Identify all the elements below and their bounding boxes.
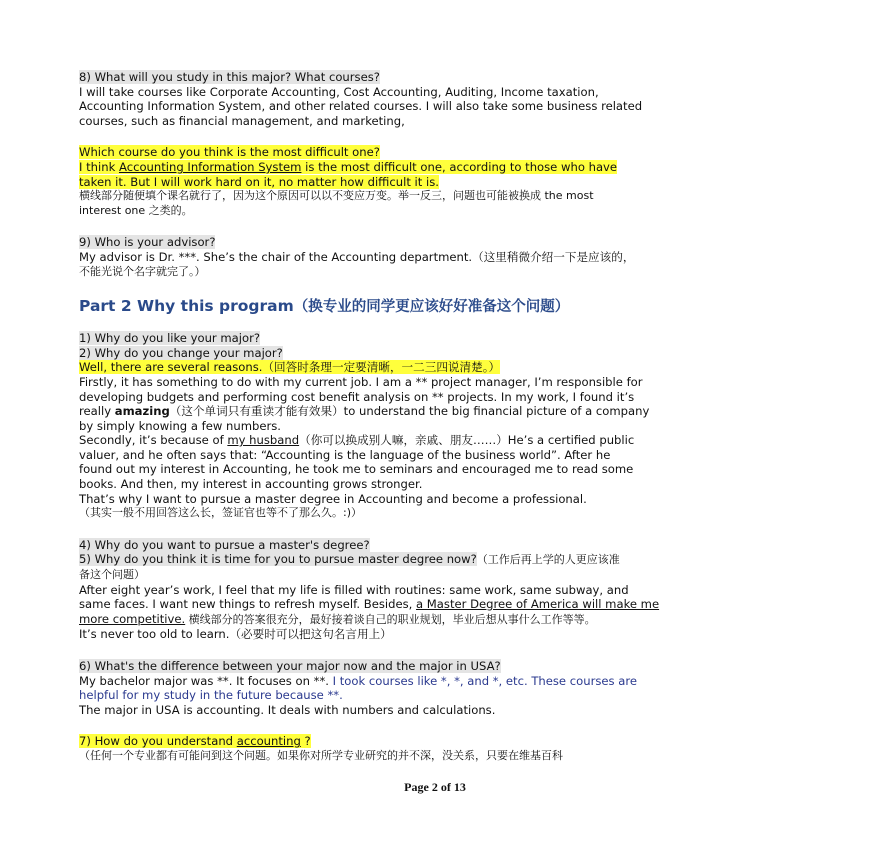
answer-blue-text: helpful for my study in the future because **. — [79, 688, 343, 703]
answer-underlined: more competitive. — [79, 611, 186, 626]
note-text: （工作后再上学的人更应该准 — [476, 553, 620, 567]
answer-line: After eight year’s work, I feel that my life is filled with routines: same work, same subway, and — [79, 582, 629, 597]
part-2-heading — [79, 296, 794, 317]
answer-line: found out my interest in Accounting, he took me to seminars and encouraged me to read some — [79, 462, 634, 477]
answer-line: developing budgets and performing cost benefit analysis on ** projects. In my work, I found it’s — [79, 389, 635, 404]
question-2: 2) Why do you change your major? — [79, 345, 283, 360]
question-9: 9) Who is your advisor? — [79, 235, 216, 250]
answer-line: valuer, and he often says that: “Accounting is the language of the business world”. After he — [79, 447, 611, 462]
section-q7 — [79, 734, 794, 763]
question-7-end: ? — [300, 734, 311, 749]
note-line: （任何一个专业都有可能问到这个问题。如果你对所学专业研究的并不深，没关系，只要在维基百科 — [79, 748, 563, 762]
answer-line: Accounting Information System, and other related courses. I will also take some business related — [79, 99, 643, 114]
husband-underlined: my husband — [227, 433, 300, 448]
answer-intro: Well, there are several reasons.（回答时条理一定要清晰，一二三四说清楚。） — [79, 360, 501, 375]
answer-line: I will take courses like Corporate Accounting, Cost Accounting, Auditing, Income taxation, — [79, 84, 599, 99]
section-q4-q5 — [79, 538, 794, 642]
note-line: （其实一般不用回答这么长，签证官也等不了那么久。:)） — [79, 506, 362, 520]
answer-line: Firstly, it has something to do with my current job. I am a ** project manager, I’m responsible for — [79, 374, 643, 389]
section-q6 — [79, 659, 794, 717]
section-difficult-course — [79, 145, 794, 218]
answer-text: （你可以换成别人嘛，亲戚、朋友……）He’s a certified public — [299, 433, 635, 448]
answer-text: same faces. I want new things to refresh myself. Besides, — [79, 597, 417, 612]
answer-text: Secondly, it’s because of — [79, 433, 228, 448]
answer-blue-text: I took courses like *, *, and *, etc. These courses are — [332, 673, 637, 688]
question-1: 1) Why do you like your major? — [79, 331, 261, 346]
answer-text: My bachelor major was **. It focuses on **. — [79, 673, 333, 688]
answer-text: is the most difficult one, according to those who have — [301, 159, 618, 174]
question-difficult-course: Which course do you think is the most difficult one? — [79, 145, 380, 160]
question-6: 6) What's the difference between your major now and the major in USA? — [79, 659, 501, 673]
page-number-footer: Page 2 of 13 — [404, 780, 466, 794]
question-4: 4) Why do you want to pursue a master's degree? — [79, 537, 370, 552]
answer-text: taken it. But I will work hard on it, no matter how difficult it is. — [79, 174, 439, 189]
answer-text: really — [79, 404, 115, 419]
question-8: 8) What will you study in this major? What courses? — [79, 70, 380, 84]
note-line: interest one 之类的。 — [79, 203, 193, 217]
answer-line: It’s never too old to learn.（必要时可以把这句名言用上） — [79, 627, 392, 642]
note-line: 横线部分随便填个课名就行了，因为这个原因可以以不变应万变。举一反三，问题也可能被换成 the most — [79, 189, 594, 203]
answer-underlined: a Master Degree of America will make me — [416, 597, 660, 612]
part-2-subtitle: （换专业的同学更应该好好准备这个问题） — [293, 299, 570, 316]
document-body — [79, 70, 794, 781]
answer-text: （这个单词只有重读才能有效果）to understand the big financial picture of a company — [169, 404, 650, 419]
section-q1-q2 — [79, 331, 794, 521]
answer-line: 不能光说个名字就完了。） — [79, 264, 206, 278]
answer-line: The major in USA is accounting. It deals with numbers and calculations. — [79, 702, 496, 717]
answer-line: My advisor is Dr. ***. She’s the chair of the Accounting department.（这里稍微介绍一下是应该的， — [79, 249, 635, 264]
note-line: 备这个问题） — [79, 568, 145, 582]
answer-text: I think — [79, 159, 119, 174]
question-5: 5) Why do you think it is time for you to pursue master degree now? — [79, 552, 477, 567]
answer-line: by simply knowing a few numbers. — [79, 418, 281, 433]
emphasis-word: amazing — [114, 404, 170, 419]
accounting-underlined: accounting — [236, 734, 301, 749]
answer-line: That’s why I want to pursue a master degree in Accounting and become a professional. — [79, 491, 587, 506]
part-2-title: Part 2 Why this program — [79, 297, 294, 316]
note-text: 横线部分的答案很充分，最好接着谈自己的职业规划，毕业后想从事什么工作等等。 — [185, 612, 596, 626]
course-name-underlined: Accounting Information System — [118, 159, 302, 174]
section-q8 — [79, 70, 794, 128]
section-q9 — [79, 235, 794, 279]
answer-line: courses, such as financial management, and marketing, — [79, 113, 405, 128]
question-7: 7) How do you understand — [79, 734, 237, 749]
answer-line: books. And then, my interest in accounting grows stronger. — [79, 477, 423, 492]
